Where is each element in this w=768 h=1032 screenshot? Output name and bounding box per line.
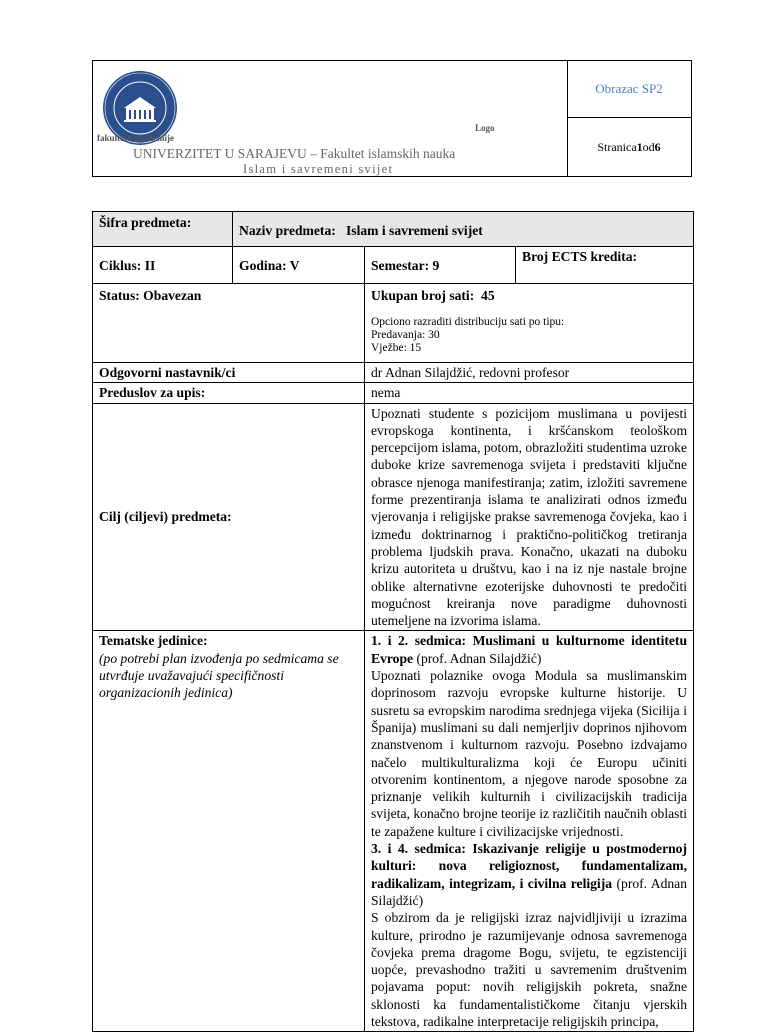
university-title: UNIVERZITET U SARAJEVU – Fakultet islamskih nauka [133, 146, 456, 161]
course-prereq-value: nema [365, 383, 694, 403]
course-name-value: Islam i savremeni svijet [345, 223, 483, 238]
week1-title: 1. i 2. sedmica: Muslimani u kulturnome identitetu Evrope [371, 633, 688, 666]
course-hours-value: 45 [481, 288, 495, 303]
page-current: 1 [636, 139, 643, 154]
course-prereq-row [93, 383, 694, 403]
form-label: Obrazac SP2 [567, 61, 691, 118]
course-exercises: Vježbe: 15 [371, 342, 422, 355]
course-goal-text: Upoznati studente s pozicijom muslimana u povijesti evropskoga kontinenta, i kršćanskom teološkom percepcijom islama, potom, obrazložiti studentima uzroke duboke krize savremenoga svijeta i predstaviti ključne obrasce njenoga manifestiranja; zatim, izložiti savremene forme prezentiranja islama te analizirati odnos između vjerovanja i religijske prakse savremenoga čovjeka, kao i između doktrinarnog i praktično-političkog tretiranja problema ljudskih prava. Konačno, ukazati na duboku krizu autoriteta u društvu, kao i na iz nje nastale brojne oblike alternativne ezoterijske duhovnosti te predočiti mogućnost kreiranja nove paradigme duhovnosti utemeljene na izvorima islama. [365, 403, 694, 631]
course-code-label: Šifra predmeta: [93, 212, 233, 247]
course-title-row [93, 212, 694, 247]
page-total: 6 [654, 139, 661, 154]
course-cycle: Ciklus: II [93, 247, 233, 284]
course-goal-label: Cilj (ciljevi) predmeta: [93, 403, 365, 631]
header-left-cell [93, 61, 568, 176]
course-teacher-value: dr Adnan Silajdžić, redovni profesor [365, 363, 694, 383]
course-name-cell [233, 212, 694, 247]
course-semester: Semestar: 9 [365, 247, 516, 284]
course-subtitle: Islam i savremeni svijet [243, 162, 394, 176]
course-prereq-label: Preduslov za upis: [93, 383, 365, 403]
course-hours-cell [365, 284, 694, 363]
course-topics-row [93, 631, 694, 1032]
course-topics-label: Tematske jedinice: [99, 633, 208, 649]
course-year: Godina: V [233, 247, 365, 284]
week3-text: S obzirom da je religijski izraz najvidljiviji u izrazima kulture, prirodno je razumijevanje odnosa savremenoga čovjeka prema dragome Bogu, svijetu, te egzistenciji uopće, prevashodno tražiti u savremenim društvenim pojavama poput: novih religijskih pokreta, snažne sklonosti ka fundamentalističkome čitanju vjerskih tekstova, radikalne interpretacije religijskih principa, [371, 910, 688, 1029]
course-lectures: Predavanja: 30 [371, 329, 440, 342]
course-teacher-label: Odgovorni nastavnik/ci [93, 363, 365, 383]
week1-text: Upoznati polaznike ovoga Modula sa muslimanskim doprinosom razvoju evropske kulturne historije. U susretu sa evropskim narodima srednjega vijeka (Sicilija i Španija) muslimani su dali nemjerljiv doprinos njihovom znanstvenom i kulturnom razvoju. Posebno izdvajamo načelo multikulturalizma koji će Europu učiniti otvorenim kontinentom, a njegove narode sposobne za priznanje velikih kulturnih i civilizacijskih tradicija svijeta, konačno brojne teorije iz različitih naučnih oblasti te zapažene kulture i civilizacijske vrijednosti. [371, 668, 688, 839]
page-prefix: Stranica [597, 139, 637, 154]
course-topics-content [365, 631, 694, 1032]
course-ects-label: Broj ECTS kredita: [516, 247, 694, 284]
course-topics-note: (po potrebi plan izvođenja po sedmicama se utvrđuje uvažavajući specifičnosti organizacionih jedinica) [99, 650, 339, 701]
course-teacher-row [93, 363, 694, 383]
document-header [92, 60, 692, 177]
faculty-label: fakulteta/akademije [97, 133, 174, 143]
course-status: Status: Obavezan [93, 284, 365, 363]
course-topics-cell [93, 631, 365, 1032]
course-goal-row [93, 403, 694, 631]
course-hours-note: Opciono razraditi distribuciju sati po tipu: [371, 316, 565, 329]
course-meta-row [93, 247, 694, 284]
logo-label: Logo [475, 123, 495, 133]
page-middle: od [642, 139, 655, 154]
course-name-label: Naziv predmeta: [239, 223, 336, 238]
header-right-cell [567, 61, 691, 176]
course-syllabus-table [92, 211, 694, 1032]
course-status-row [93, 284, 694, 363]
week3-title: 3. i 4. sedmica: Iskazivanje religije u postmodernoj kulturi: nova religioznost, fundamentalizam, radikalizam, integrizam, i civilna religija [371, 841, 688, 891]
week1-author: (prof. Adnan Silajdžić) [413, 650, 542, 666]
page-indicator [567, 118, 691, 176]
course-hours-label: Ukupan broj sati: [371, 288, 475, 303]
week3-author: (prof. Adnan Silajdžić) [371, 875, 688, 908]
